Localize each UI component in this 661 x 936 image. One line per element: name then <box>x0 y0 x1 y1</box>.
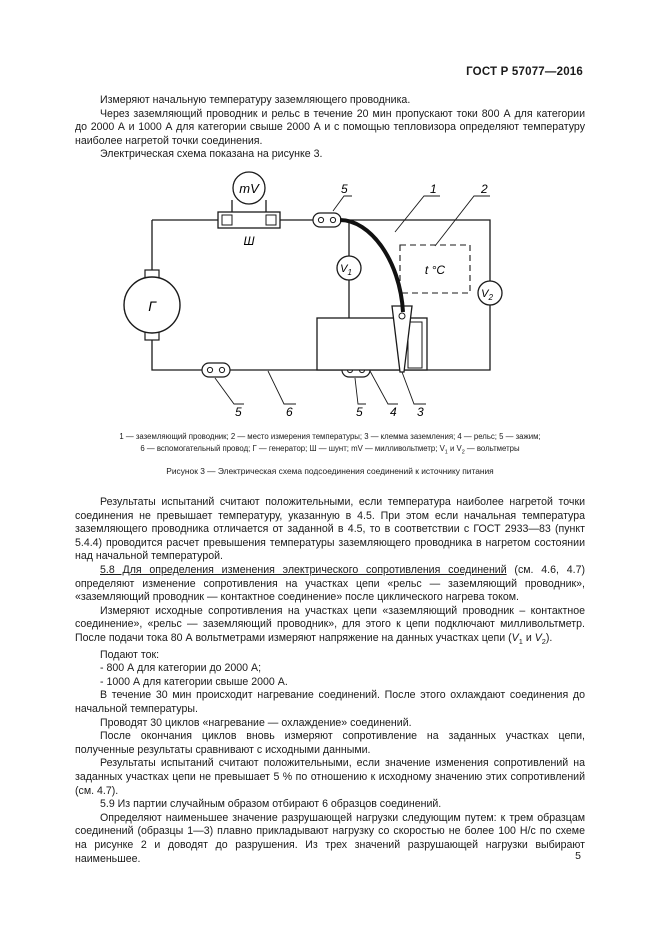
body-paragraph-8: Результаты испытаний считают положительными, если значение изменения сопротивлений на заданных участках цепи не превышает 5 % по отношению к исходному значению этих сопротивлений (см. 4.7). <box>75 757 585 797</box>
leader-2 <box>435 196 490 246</box>
leader-4 <box>370 371 398 404</box>
leader-5-top <box>333 196 352 211</box>
body-paragraph-2: 5.8 Для определения изменения электрического сопротивления соединений (см. 4.6, 4.7) определяют изменение сопротивления на участках цепи «рельс — заземляющий проводник», «заземляющий проводник — контактное соединение» после циклического нагрева током. <box>75 563 585 604</box>
leader-3 <box>402 372 426 404</box>
body-text <box>75 496 585 866</box>
intro-paragraph-1: Измеряют начальную температуру заземляющего проводника. <box>100 94 411 106</box>
intro-paragraph-3: Электрическая схема показана на рисунке 3. <box>100 148 323 161</box>
intro-paragraph-2: Через заземляющий проводник и рельс в течение 20 мин пропускают токи 800 А для категории до 2000 А и 1000 А для категории свыше 2000 А и с помощью тепловизора определяют температуру наиболее нагретой точки соединения. <box>75 107 585 147</box>
list-item-1: - 800 А для категории до 2000 А; <box>100 662 262 675</box>
label-1: 1 <box>430 182 437 196</box>
body-paragraph-3: Измеряют исходные сопротивления на участках цепи «заземляющий проводник – контактное соединение», «рельс — заземляющий проводник», для этого к цепи подключают милливольтметр. После подачи тока 80 А вольтметрами измеряют напряжение на данных участках цепи ($V_1$ и $V_2$). <box>75 604 585 647</box>
leader-5-mid <box>355 378 366 404</box>
shunt-terminal-right <box>266 215 276 225</box>
label-2: 2 <box>481 182 488 196</box>
clamp-top <box>313 213 341 227</box>
page-number: 5 <box>575 850 581 862</box>
body-paragraph-9: 5.9 Из партии случайным образом отбирают 6 образцов соединений. <box>100 798 442 811</box>
shunt-label: Ш <box>243 234 255 248</box>
label-5-mid: 5 <box>356 405 363 419</box>
leader-1 <box>395 196 440 232</box>
label-3: 3 <box>417 405 424 419</box>
shunt-terminal-left <box>222 215 232 225</box>
clamp-bottom-left <box>202 363 230 377</box>
label-4: 4 <box>390 405 397 419</box>
label-5-top: 5 <box>341 182 348 196</box>
leader-5-left <box>215 378 244 404</box>
figure-caption: Рисунок 3 — Электрическая схема подсоединения соединений к источнику питания <box>166 466 494 476</box>
legend-line-2: 6 — вспомогательный провод; Г — генератор; Ш — шунт; mV — милливольтметр; $V_1$ и $V_2$ — вольтметры <box>140 444 520 456</box>
temperature-label: t °C <box>424 263 446 277</box>
millivoltmeter-label: mV <box>239 181 259 196</box>
v1-label: $V_1$ <box>340 263 352 277</box>
rail <box>317 318 427 370</box>
body-paragraph-7: После окончания циклов вновь измеряют сопротивление на заданных участках цепи, полученные результаты сравнивают с исходными данными. <box>75 730 585 756</box>
legend-line-1: 1 — заземляющий проводник; 2 — место измерения температуры; 3 — клемма заземления; 4 — рельс; 5 — зажим; <box>119 432 541 441</box>
body-paragraph-5: В течение 30 мин происходит нагревание соединений. После этого охлаждают соединения до начальной температуры. <box>75 689 585 716</box>
body-paragraph-10: Определяют наименьшее значение разрушающей нагрузки следующим путем: к трем образцам соединений (образцы 1—3) плавно прикладывают нагрузку со скоростью не более 100 Н/с по схеме на рисунке 2 и доводят до разрушения. Из трех значений разрушающей нагрузки выбирают наименьшее. <box>75 811 585 865</box>
body-paragraph-1: Результаты испытаний считают положительными, если температура наиболее нагретой точки соединения не превышает температуру, указанную в 4.5. При этом если начальная температура заземляющего проводника отличается от заданной в 4.5, то в соответствии с ГОСТ 2933—83 (пункт 5.4.4) проводится расчет превышения температуры заземляющего проводника в нагретом состоянии над начальной температурой. <box>75 496 585 563</box>
list-item-2: - 1000 А для категории свыше 2000 А. <box>100 675 288 688</box>
label-6: 6 <box>286 405 293 419</box>
wire-bottom-left <box>152 340 205 370</box>
figure-legend <box>75 431 585 459</box>
generator-label: Г <box>148 298 156 314</box>
label-5-left: 5 <box>235 405 242 419</box>
body-paragraph-6: Проводят 30 циклов «нагревание — охлаждение» соединений. <box>100 716 412 729</box>
leader-6 <box>268 371 296 404</box>
document-code: ГОСТ Р 57077—2016 <box>466 66 583 78</box>
v2-label: $V_2$ <box>481 288 493 302</box>
body-paragraph-4: Подают ток: <box>100 648 160 661</box>
